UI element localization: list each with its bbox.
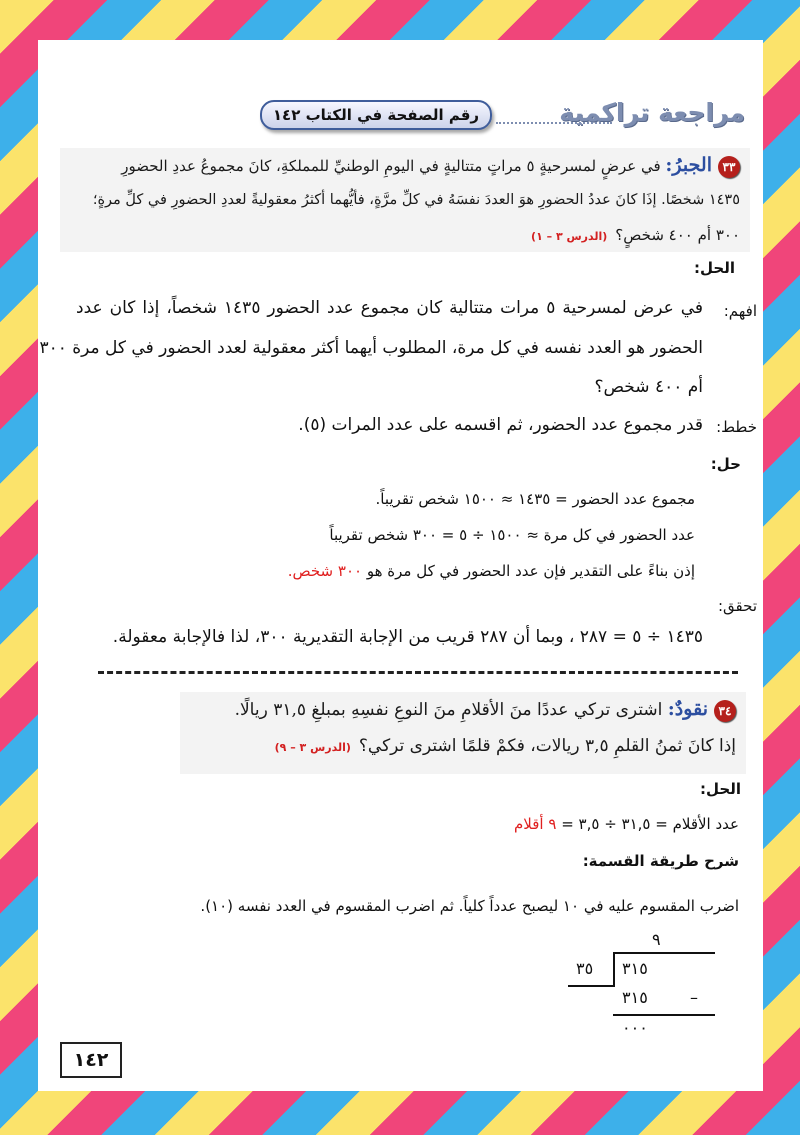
question-33-line-2: ١٤٣٥ شخصًا. إذَا كانَ عددُ الحضورِ هوَ العددَ نفسَهُ في كلِّ مرَّةٍ، فأيُّهما أكثرُ معقوليةً لعددِ الحضورِ في كلِّ مرةٍ؛ [92,192,740,208]
division-minus-sign: – [690,988,698,1007]
question-34-number: ٣٤ [714,700,736,722]
check-label: تحقق: [717,597,757,615]
division-subtrahend: ٣١٥ [622,988,648,1007]
division-divisor-underline [568,985,615,987]
question-33-line-1 [70,154,740,178]
question-34-line-1 [190,698,736,722]
division-divisor: ٣٥ [576,959,594,978]
question-33-tag: الجبرُ: [665,154,712,176]
understand-label: افهم: [723,302,757,320]
plan-text: قدر مجموع عدد الحضور، ثم اقسمه على عدد المرات (٥). [298,415,703,435]
question-34-lesson-ref: (الدرس ٣ – ٩) [274,741,351,754]
solve-answer: ٣٠٠ شخص. [287,562,363,580]
division-remainder: ٠٠٠ [622,1018,648,1037]
question-33-text-1: في عرضٍ لمسرحيةٍ ٥ مراتٍ متتاليةٍ في اليومِ الوطنيِّ للمملكةِ، كانَ مجموعُ عددِ الحضورِ [121,157,661,175]
worksheet-page [38,40,763,1091]
question-33-box [60,148,750,252]
q34-solution-label: الحل: [700,780,741,798]
section-divider [98,671,738,674]
question-34-text-2: إذا كانَ ثمنُ القلمِ ٣,٥ ريالات، فكمْ قلمًا اشترى تركي؟ [358,736,736,756]
section-title: مراجعة تراكمية [559,98,745,127]
question-34-box [180,692,746,774]
question-33-line-3 [70,226,740,244]
understand-line-1: في عرض لمسرحية ٥ مرات متتالية كان مجموع عدد الحضور ١٤٣٥ شخصاً، إذا كان عدد [76,298,703,318]
check-text: ١٤٣٥ ÷ ٥ = ٢٨٧ ، وبما أن ٢٨٧ قريب من الإجابة التقديرية ٣٠٠، لذا فالإجابة معقولة. [112,627,703,647]
question-33-number: ٣٣ [718,156,740,178]
solve-label: حل: [710,455,741,473]
plan-label: خطط: [716,418,757,436]
q34-equation-text: عدد الأقلام = ٣١,٥ ÷ ٣,٥ = [561,815,739,833]
division-method-text: اضرب المقسوم عليه في ١٠ ليصبح عدداً كلياً. ثم اضرب المقسوم في العدد نفسه (١٠). [200,897,739,915]
division-dividend: ٣١٥ [622,959,648,978]
solve-line-3 [288,562,695,580]
title-dotted-line [496,122,612,124]
division-bracket [613,952,615,986]
question-34-line-2 [190,736,736,756]
division-method-label: شرح طريقة القسمة: [582,852,739,870]
division-quotient: ٩ [652,930,661,949]
book-page-label: رقم الصفحة في الكتاب ١٤٢ [260,100,492,130]
understand-line-3: أم ٤٠٠ شخص؟ [594,377,703,397]
solve-line-3-text: إذن بناءً على التقدير فإن عدد الحضور في كل مرة هو [366,562,695,580]
question-34-text-1: اشترى تركي عددًا منَ الأقلامِ منَ النوعِ نفسِهِ بمبلغِ ٣١,٥ ريالًا. [234,700,663,720]
page-number: ١٤٢ [60,1042,122,1078]
question-33-text-3: ٣٠٠ أم ٤٠٠ شخصٍ؟ [615,226,740,244]
solve-line-1: مجموع عدد الحضور = ١٤٣٥ ≈ ١٥٠٠ شخص تقريباً. [375,490,695,508]
question-34-tag: نقودٌ: [667,698,708,720]
division-subtract-bar [613,1014,715,1016]
division-top-bar [613,952,715,954]
q33-solution-label: الحل: [694,259,735,277]
solve-line-2: عدد الحضور في كل مرة ≈ ١٥٠٠ ÷ ٥ = ٣٠٠ شخص تقريباً [329,526,695,544]
understand-line-2: الحضور هو العدد نفسه في كل مرة، المطلوب أيهما أكثر معقولية لعدد الحضور في كل مرة ٣٠٠ [39,338,703,358]
q34-answer: ٩ أقلام [514,815,557,833]
question-33-lesson-ref: (الدرس ٣ – ١) [531,230,608,243]
q34-equation [514,815,739,833]
